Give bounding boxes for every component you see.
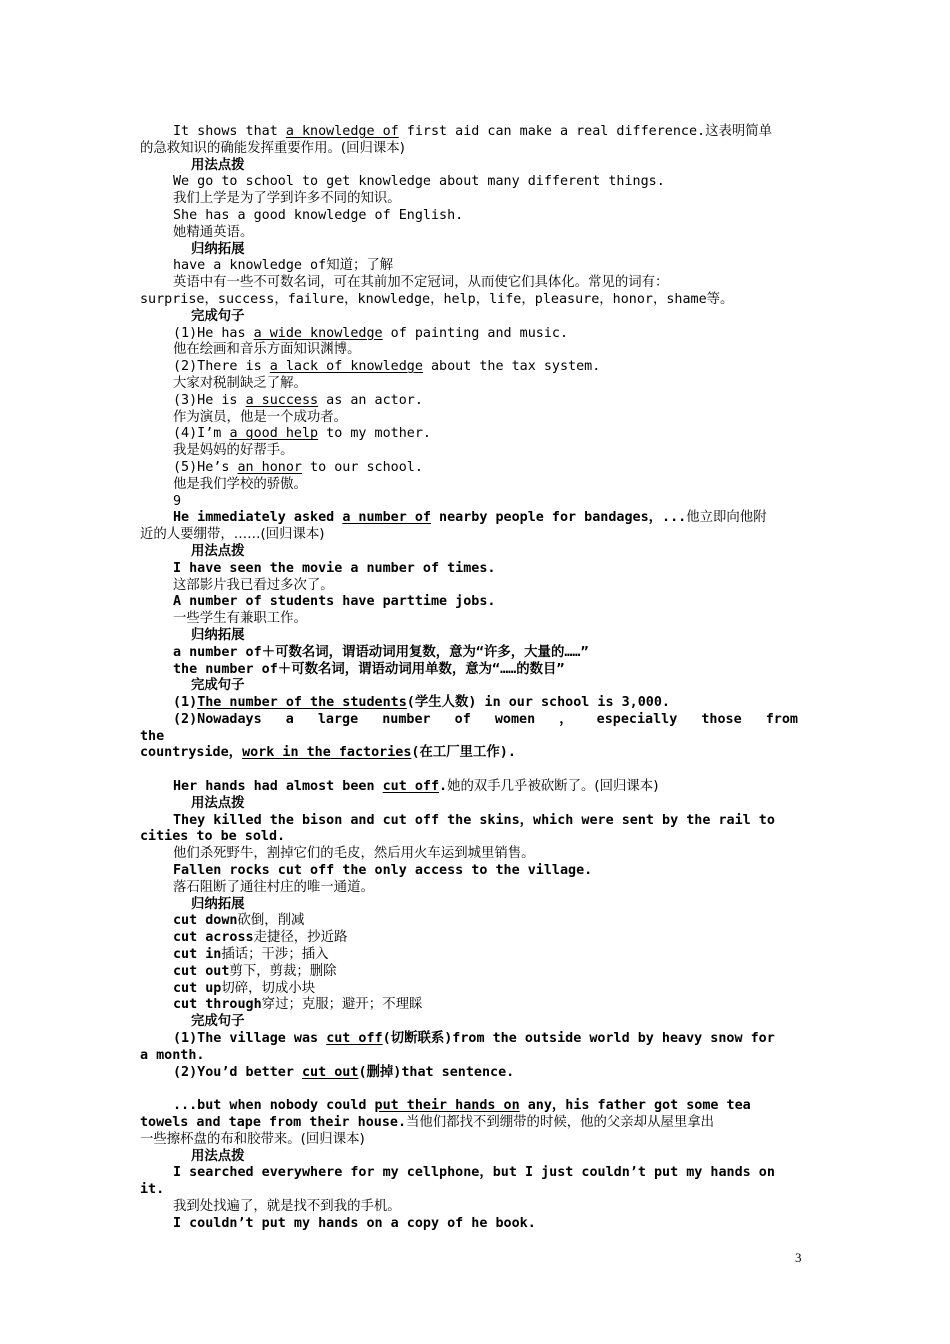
exercise-line: a month.	[140, 1047, 205, 1063]
translation-line: 我们上学是为了学到许多不同的知识。	[173, 191, 401, 207]
text-run: (5)He’s	[173, 459, 238, 475]
example-sentence: it.	[140, 1182, 165, 1198]
answer-blank: factories	[330, 745, 412, 761]
answer-blank: cut off	[326, 1031, 383, 1047]
phrase: cut out	[173, 963, 230, 979]
chinese-text: 知道；了解	[326, 258, 394, 274]
translation-line: 落石阻断了通往村庄的唯一通道。	[173, 879, 374, 895]
text-run: (4)I’m	[173, 426, 230, 442]
chinese-text: 切碎，切成小块	[221, 980, 316, 996]
translation-line: 近的人要绷带，……(回归课本)	[140, 527, 325, 543]
text-run: (1)The village was	[173, 1031, 327, 1047]
exercise-line	[140, 695, 812, 712]
phrase-line	[140, 997, 812, 1014]
exercise-line	[140, 1031, 812, 1048]
text-run: (2)You’d better	[173, 1064, 302, 1080]
answer-blank: The number of the students	[197, 695, 407, 711]
phrase-line	[140, 913, 812, 930]
phrase: cut across	[173, 930, 254, 946]
note-line: a number of＋可数名词，谓语动词用复数，意为“许多，大量的……”	[173, 644, 589, 660]
text-run: (3)He is	[173, 392, 246, 408]
word-list: surprise，success，failure，knowledge，help，life，pleasure，honor，shame	[140, 291, 707, 307]
example-sentence	[140, 510, 812, 527]
spacer	[140, 762, 812, 779]
exercise-line	[140, 326, 812, 343]
example-sentence	[140, 1115, 812, 1132]
text-run: to our school.	[302, 459, 423, 475]
text-run: (切断联系)from the outside world by heavy snow for	[382, 1031, 775, 1047]
translation-line: 我到处找遍了，就是找不到我的手机。	[173, 1199, 401, 1214]
note-line	[140, 292, 812, 309]
exercise-line: (2)Nowadays a large number of women ， especially those from the	[140, 711, 798, 744]
phrase: cut through	[173, 997, 262, 1013]
chinese-text: 砍倒，削减	[237, 913, 305, 929]
phrase-line	[140, 258, 812, 275]
example-sentence: I searched everywhere for my cellphone，but I just couldn’t put my hands on	[173, 1165, 775, 1181]
phrase-line	[140, 930, 812, 947]
section-number: 9	[173, 493, 182, 509]
text-run: nearby people for bandages，...	[431, 510, 687, 526]
page-number: 3	[795, 1250, 802, 1265]
text-run: (2)There is	[173, 359, 270, 375]
chinese-text: 等。	[706, 291, 734, 307]
answer-blank: a wide knowledge	[253, 325, 383, 341]
text-run: of painting and music.	[382, 325, 569, 341]
text-run: It shows that	[173, 124, 286, 139]
text-run: about the tax system.	[422, 359, 601, 375]
chinese-text: 插话；干涉；插入	[221, 947, 329, 963]
translation-line: 他们杀死野牛，割掉它们的毛皮，然后用火车运到城里销售。	[173, 846, 535, 862]
example-sentence	[140, 124, 812, 141]
answer-blank: a lack of knowledge	[269, 359, 423, 375]
translation-line: 大家对税制缺乏了解。	[173, 375, 307, 391]
example-sentence: We go to school to get knowledge about many different things.	[173, 174, 665, 190]
text-run: (1)He has	[173, 325, 254, 341]
exercise-line	[140, 359, 812, 376]
exercise-line	[140, 1065, 812, 1082]
answer-blank: an honor	[237, 459, 302, 475]
section-heading-usage: 用法点拨	[191, 543, 245, 559]
chinese-text: 当他们都找不到绷带的时候，他的父亲却从屋里拿出	[406, 1115, 715, 1131]
section-heading-summary: 归纳拓展	[191, 896, 245, 912]
underlined-phrase: a number of	[342, 510, 431, 526]
note-line: 英语中有一些不可数名词，可在其前加不定冠词，从而使它们具体化。常见的词有：	[173, 275, 669, 291]
example-sentence	[140, 1098, 812, 1115]
text-run: Her hands had almost been	[173, 779, 383, 795]
translation-line: 我是妈妈的好帮手。	[173, 443, 294, 459]
chinese-text: 他立即向他附	[686, 510, 767, 526]
answer-blank: a success	[245, 392, 319, 408]
underlined-phrase: put their hands on	[374, 1098, 520, 1114]
spacer	[140, 1081, 812, 1098]
text-run: .	[439, 779, 448, 795]
underlined-phrase: cut off	[382, 779, 440, 795]
exercise-line	[140, 393, 812, 410]
section-heading-summary: 归纳拓展	[191, 627, 245, 643]
text-run: ...but when nobody could	[173, 1098, 375, 1114]
example-sentence: cities to be sold.	[140, 829, 286, 845]
section-heading-complete: 完成句子	[191, 678, 245, 694]
section-heading-summary: 归纳拓展	[191, 241, 245, 257]
text-run: any，his father got some tea	[519, 1098, 751, 1114]
chinese-text: 穿过；克服；避开；不理睬	[261, 997, 423, 1013]
translation-line: 他在绘画和音乐方面知识渊博。	[173, 342, 361, 358]
chinese-text: 这表明简单	[705, 124, 773, 139]
chinese-text: 走捷径，抄近路	[253, 930, 348, 946]
answer-blank: cut out	[302, 1064, 359, 1080]
example-sentence: I have seen the movie a number of times.	[173, 560, 496, 576]
text-run: (在工厂里工作).	[411, 745, 516, 761]
text-run: as an actor.	[318, 392, 423, 408]
answer-blank: work in the	[242, 745, 331, 761]
section-heading-usage: 用法点拨	[191, 157, 245, 173]
phrase-line	[140, 964, 812, 981]
translation-line: 作为演员，他是一个成功者。	[173, 409, 348, 425]
underlined-phrase: a knowledge of	[285, 124, 399, 139]
phrase: cut down	[173, 913, 238, 929]
exercise-line	[140, 745, 812, 762]
text-run: towels and tape from their house.	[140, 1115, 407, 1131]
note-line: the number of＋可数名词，谓语动词用单数，意为“……的数目”	[173, 661, 565, 677]
phrase-line	[140, 947, 812, 964]
translation-line: 她精通英语。	[173, 224, 254, 240]
text-run: He immediately asked	[173, 510, 343, 526]
text-run: (学生人数) in our school is 3,000.	[406, 695, 670, 711]
translation-line: 一些学生有兼职工作。	[173, 611, 307, 627]
translation-line: 他是我们学校的骄傲。	[173, 476, 307, 492]
section-heading-usage: 用法点拨	[191, 795, 245, 811]
section-heading-usage: 用法点拨	[191, 1148, 245, 1164]
example-sentence: She has a good knowledge of English.	[173, 207, 464, 223]
translation-line: 的急救知识的确能发挥重要作用。(回归课本)	[140, 140, 405, 156]
phrase: have a knowledge of	[173, 258, 327, 274]
example-sentence: Fallen rocks cut off the only access to the village.	[173, 863, 593, 879]
text-run: first aid can make a real difference.	[398, 124, 706, 139]
section-heading-complete: 完成句子	[191, 1014, 245, 1030]
translation-line: 一些擦杯盘的布和胶带来。(回归课本)	[140, 1131, 365, 1147]
phrase: cut in	[173, 947, 222, 963]
text-run: (1)	[173, 695, 198, 711]
phrase-line	[140, 981, 812, 998]
text-run: (删掉)that sentence.	[358, 1064, 515, 1080]
chinese-text: 她的双手几乎被砍断了。(回归课本)	[447, 779, 659, 795]
example-sentence: They killed the bison and cut off the skins，which were sent by the rail to	[173, 812, 775, 828]
phrase: cut up	[173, 980, 222, 996]
example-sentence	[140, 779, 812, 796]
section-heading-complete: 完成句子	[191, 308, 245, 324]
example-sentence: I couldn’t put my hands on a copy of he book.	[173, 1215, 536, 1231]
text-run: countryside，	[140, 745, 243, 761]
exercise-line	[140, 460, 812, 477]
answer-blank: a good help	[229, 426, 319, 442]
exercise-line	[140, 426, 812, 443]
text-run: to my mother.	[318, 426, 431, 442]
example-sentence: A number of students have parttime jobs.	[173, 594, 496, 610]
translation-line: 这部影片我已看过多次了。	[173, 577, 334, 593]
chinese-text: 剪下，剪裁；删除	[229, 963, 337, 979]
page-content	[140, 124, 812, 1233]
